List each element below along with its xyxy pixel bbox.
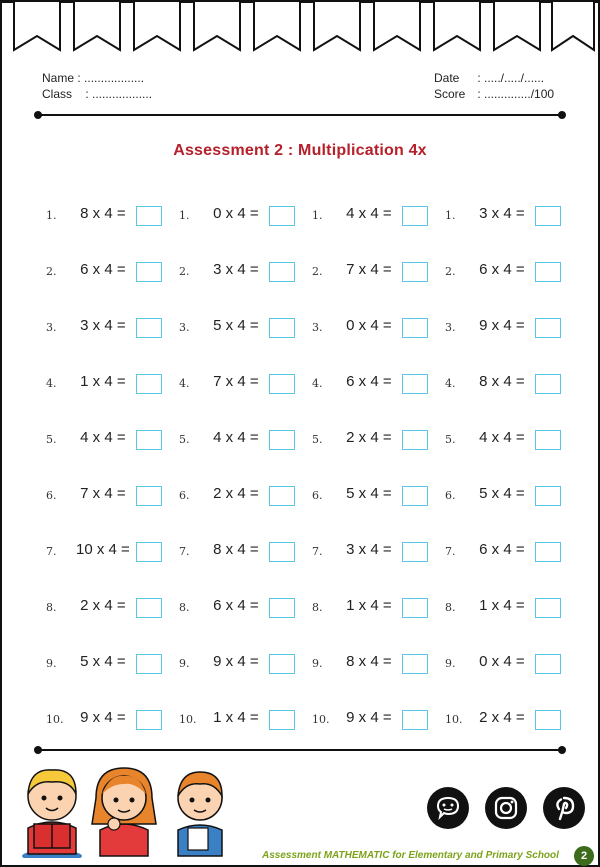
problem-expression: 8 x 4 = [475, 373, 525, 390]
problem-item [312, 317, 442, 373]
answer-box[interactable] [535, 318, 561, 338]
problem-number: 8. [312, 601, 323, 614]
problem-expression: 6 x 4 = [76, 261, 126, 278]
problem-item [312, 429, 442, 485]
problem-expression: 7 x 4 = [76, 485, 126, 502]
problem-item [445, 429, 575, 485]
boy-writing-illustration [178, 772, 222, 856]
problem-expression: 6 x 4 = [475, 541, 525, 558]
problem-item [445, 485, 575, 541]
answer-box[interactable] [535, 542, 561, 562]
answer-box[interactable] [402, 542, 428, 562]
problem-item [445, 541, 575, 597]
problem-item [312, 597, 442, 653]
answer-box[interactable] [402, 486, 428, 506]
problem-item [46, 485, 176, 541]
instagram-icon[interactable] [485, 787, 527, 829]
answer-box[interactable] [402, 430, 428, 450]
problem-expression: 5 x 4 = [475, 485, 525, 502]
top-divider-dot-right [558, 111, 566, 119]
problem-expression: 6 x 4 = [475, 261, 525, 278]
answer-box[interactable] [269, 710, 295, 730]
answer-box[interactable] [535, 710, 561, 730]
problem-expression: 4 x 4 = [342, 205, 392, 222]
problem-number: 1. [312, 209, 323, 222]
name-label: Name : [42, 71, 81, 85]
problem-item [46, 261, 176, 317]
answer-box[interactable] [136, 374, 162, 394]
problem-expression: 9 x 4 = [475, 317, 525, 334]
problem-expression: 1 x 4 = [76, 373, 126, 390]
problem-expression: 9 x 4 = [342, 709, 392, 726]
problem-number: 8. [179, 601, 190, 614]
answer-box[interactable] [535, 654, 561, 674]
answer-box[interactable] [535, 430, 561, 450]
problem-item [179, 205, 309, 261]
problem-expression: 7 x 4 = [209, 373, 259, 390]
name-field[interactable] [42, 70, 152, 86]
problem-expression: 4 x 4 = [475, 429, 525, 446]
problem-item [46, 653, 176, 709]
problem-number: 9. [46, 657, 57, 670]
problem-number: 3. [445, 321, 456, 334]
problem-number: 6. [312, 489, 323, 502]
problem-expression: 5 x 4 = [76, 653, 126, 670]
top-divider-dot-left [34, 111, 42, 119]
problem-item [46, 541, 176, 597]
problem-number: 1. [179, 209, 190, 222]
problem-number: 10. [312, 713, 330, 726]
answer-box[interactable] [136, 206, 162, 226]
problem-number: 2. [179, 265, 190, 278]
date-label: Date [434, 71, 460, 85]
problem-expression: 1 x 4 = [475, 597, 525, 614]
problem-expression: 8 x 4 = [342, 653, 392, 670]
problem-expression: 0 x 4 = [209, 205, 259, 222]
bottom-divider [38, 749, 562, 751]
problem-number: 3. [312, 321, 323, 334]
problem-item [445, 709, 575, 765]
problem-item [312, 373, 442, 429]
page-number-badge: 2 [574, 846, 594, 866]
problem-expression: 2 x 4 = [209, 485, 259, 502]
problem-expression: 4 x 4 = [209, 429, 259, 446]
problem-item [179, 485, 309, 541]
problem-item [179, 541, 309, 597]
answer-box[interactable] [402, 206, 428, 226]
answer-box[interactable] [535, 206, 561, 226]
problem-column-2 [179, 205, 309, 765]
problem-number: 9. [445, 657, 456, 670]
problem-number: 1. [445, 209, 456, 222]
answer-box[interactable] [136, 654, 162, 674]
problem-item [445, 261, 575, 317]
answer-box[interactable] [535, 486, 561, 506]
answer-box[interactable] [535, 262, 561, 282]
answer-box[interactable] [136, 486, 162, 506]
problem-number: 1. [46, 209, 57, 222]
problem-number: 7. [445, 545, 456, 558]
problem-expression: 9 x 4 = [76, 709, 126, 726]
problem-expression: 0 x 4 = [342, 317, 392, 334]
answer-box[interactable] [402, 262, 428, 282]
bunting-flags [0, 0, 600, 60]
date-field[interactable] [434, 70, 554, 86]
problem-number: 4. [179, 377, 190, 390]
problem-expression: 10 x 4 = [76, 541, 130, 558]
chat-face-icon[interactable] [427, 787, 469, 829]
problem-expression: 1 x 4 = [209, 709, 259, 726]
problem-item [312, 485, 442, 541]
problem-number: 2. [46, 265, 57, 278]
problem-expression: 1 x 4 = [342, 597, 392, 614]
student-info [42, 70, 152, 102]
girl-thinking-illustration [92, 768, 156, 856]
problem-item [179, 373, 309, 429]
answer-box[interactable] [269, 486, 295, 506]
boy-reading-illustration [22, 770, 82, 858]
answer-box[interactable] [402, 598, 428, 618]
problem-number: 2. [445, 265, 456, 278]
answer-box[interactable] [535, 598, 561, 618]
date-score-info [434, 70, 554, 102]
problem-expression: 2 x 4 = [342, 429, 392, 446]
problem-number: 10. [179, 713, 197, 726]
problem-number: 6. [445, 489, 456, 502]
problem-item [312, 205, 442, 261]
score-field[interactable] [434, 86, 554, 102]
problem-expression: 0 x 4 = [475, 653, 525, 670]
problem-item [179, 709, 309, 765]
problem-number: 3. [46, 321, 57, 334]
problem-expression: 3 x 4 = [475, 205, 525, 222]
problem-item [312, 541, 442, 597]
problem-item [445, 205, 575, 261]
problem-expression: 5 x 4 = [342, 485, 392, 502]
problem-item [179, 261, 309, 317]
problem-expression: 6 x 4 = [209, 597, 259, 614]
problem-number: 7. [46, 545, 57, 558]
problem-column-3 [312, 205, 442, 765]
problem-number: 3. [179, 321, 190, 334]
answer-box[interactable] [535, 374, 561, 394]
answer-box[interactable] [269, 206, 295, 226]
answer-box[interactable] [136, 430, 162, 450]
assessment-title: Assessment 2 : Multiplication 4x [173, 142, 427, 159]
problem-number: 9. [312, 657, 323, 670]
answer-box[interactable] [269, 654, 295, 674]
problem-item [445, 373, 575, 429]
problem-number: 5. [445, 433, 456, 446]
footer-text: Assessment MATHEMATIC for Elementary and Primary School [262, 850, 559, 861]
problem-number: 4. [445, 377, 456, 390]
problem-number: 10. [445, 713, 463, 726]
top-divider [38, 114, 562, 116]
problem-expression: 8 x 4 = [209, 541, 259, 558]
problem-number: 10. [46, 713, 64, 726]
problem-number: 4. [312, 377, 323, 390]
problem-expression: 2 x 4 = [475, 709, 525, 726]
problem-expression: 7 x 4 = [342, 261, 392, 278]
problem-expression: 3 x 4 = [342, 541, 392, 558]
problem-item [445, 597, 575, 653]
problem-item [46, 373, 176, 429]
problem-expression: 9 x 4 = [209, 653, 259, 670]
problem-number: 8. [46, 601, 57, 614]
problem-column-4 [445, 205, 575, 765]
problem-item [179, 597, 309, 653]
problem-number: 9. [179, 657, 190, 670]
problem-number: 6. [179, 489, 190, 502]
problem-column-1 [46, 205, 176, 765]
problem-number: 8. [445, 601, 456, 614]
problem-number: 5. [179, 433, 190, 446]
answer-box[interactable] [402, 318, 428, 338]
answer-box[interactable] [136, 262, 162, 282]
problem-item [46, 205, 176, 261]
score-label: Score [434, 87, 466, 101]
answer-box[interactable] [136, 710, 162, 730]
answer-box[interactable] [136, 598, 162, 618]
problem-number: 5. [312, 433, 323, 446]
answer-box[interactable] [402, 374, 428, 394]
problem-number: 6. [46, 489, 57, 502]
problem-item [179, 317, 309, 373]
problem-item [312, 261, 442, 317]
answer-box[interactable] [269, 542, 295, 562]
class-label: Class [42, 87, 73, 101]
answer-box[interactable] [269, 374, 295, 394]
problem-item [46, 317, 176, 373]
problem-item [179, 429, 309, 485]
problem-item [445, 317, 575, 373]
bottom-divider-dot-left [34, 746, 42, 754]
problem-item [312, 709, 442, 765]
problem-item [46, 597, 176, 653]
problem-expression: 3 x 4 = [209, 261, 259, 278]
answer-box[interactable] [269, 598, 295, 618]
class-blank: : .................. [85, 87, 153, 101]
problem-expression: 3 x 4 = [76, 317, 126, 334]
score-blank: : ............../100 [477, 87, 555, 101]
answer-box[interactable] [269, 262, 295, 282]
answer-box[interactable] [136, 542, 162, 562]
problem-item [46, 429, 176, 485]
problem-expression: 8 x 4 = [76, 205, 126, 222]
problem-expression: 2 x 4 = [76, 597, 126, 614]
kids-illustration [10, 758, 230, 858]
problem-number: 2. [312, 265, 323, 278]
problem-item [179, 653, 309, 709]
problem-number: 5. [46, 433, 57, 446]
class-field[interactable] [42, 86, 152, 102]
problem-expression: 4 x 4 = [76, 429, 126, 446]
problem-expression: 5 x 4 = [209, 317, 259, 334]
pinterest-icon[interactable] [543, 787, 585, 829]
problem-item [312, 653, 442, 709]
problem-number: 7. [312, 545, 323, 558]
date-blank: : ...../...../...... [477, 71, 545, 85]
answer-box[interactable] [269, 318, 295, 338]
bottom-divider-dot-right [558, 746, 566, 754]
problem-item [445, 653, 575, 709]
answer-box[interactable] [402, 654, 428, 674]
answer-box[interactable] [136, 318, 162, 338]
name-blank: .................. [84, 71, 145, 85]
problem-number: 7. [179, 545, 190, 558]
problem-expression: 6 x 4 = [342, 373, 392, 390]
problem-number: 4. [46, 377, 57, 390]
problem-item [46, 709, 176, 765]
answer-box[interactable] [269, 430, 295, 450]
answer-box[interactable] [402, 710, 428, 730]
